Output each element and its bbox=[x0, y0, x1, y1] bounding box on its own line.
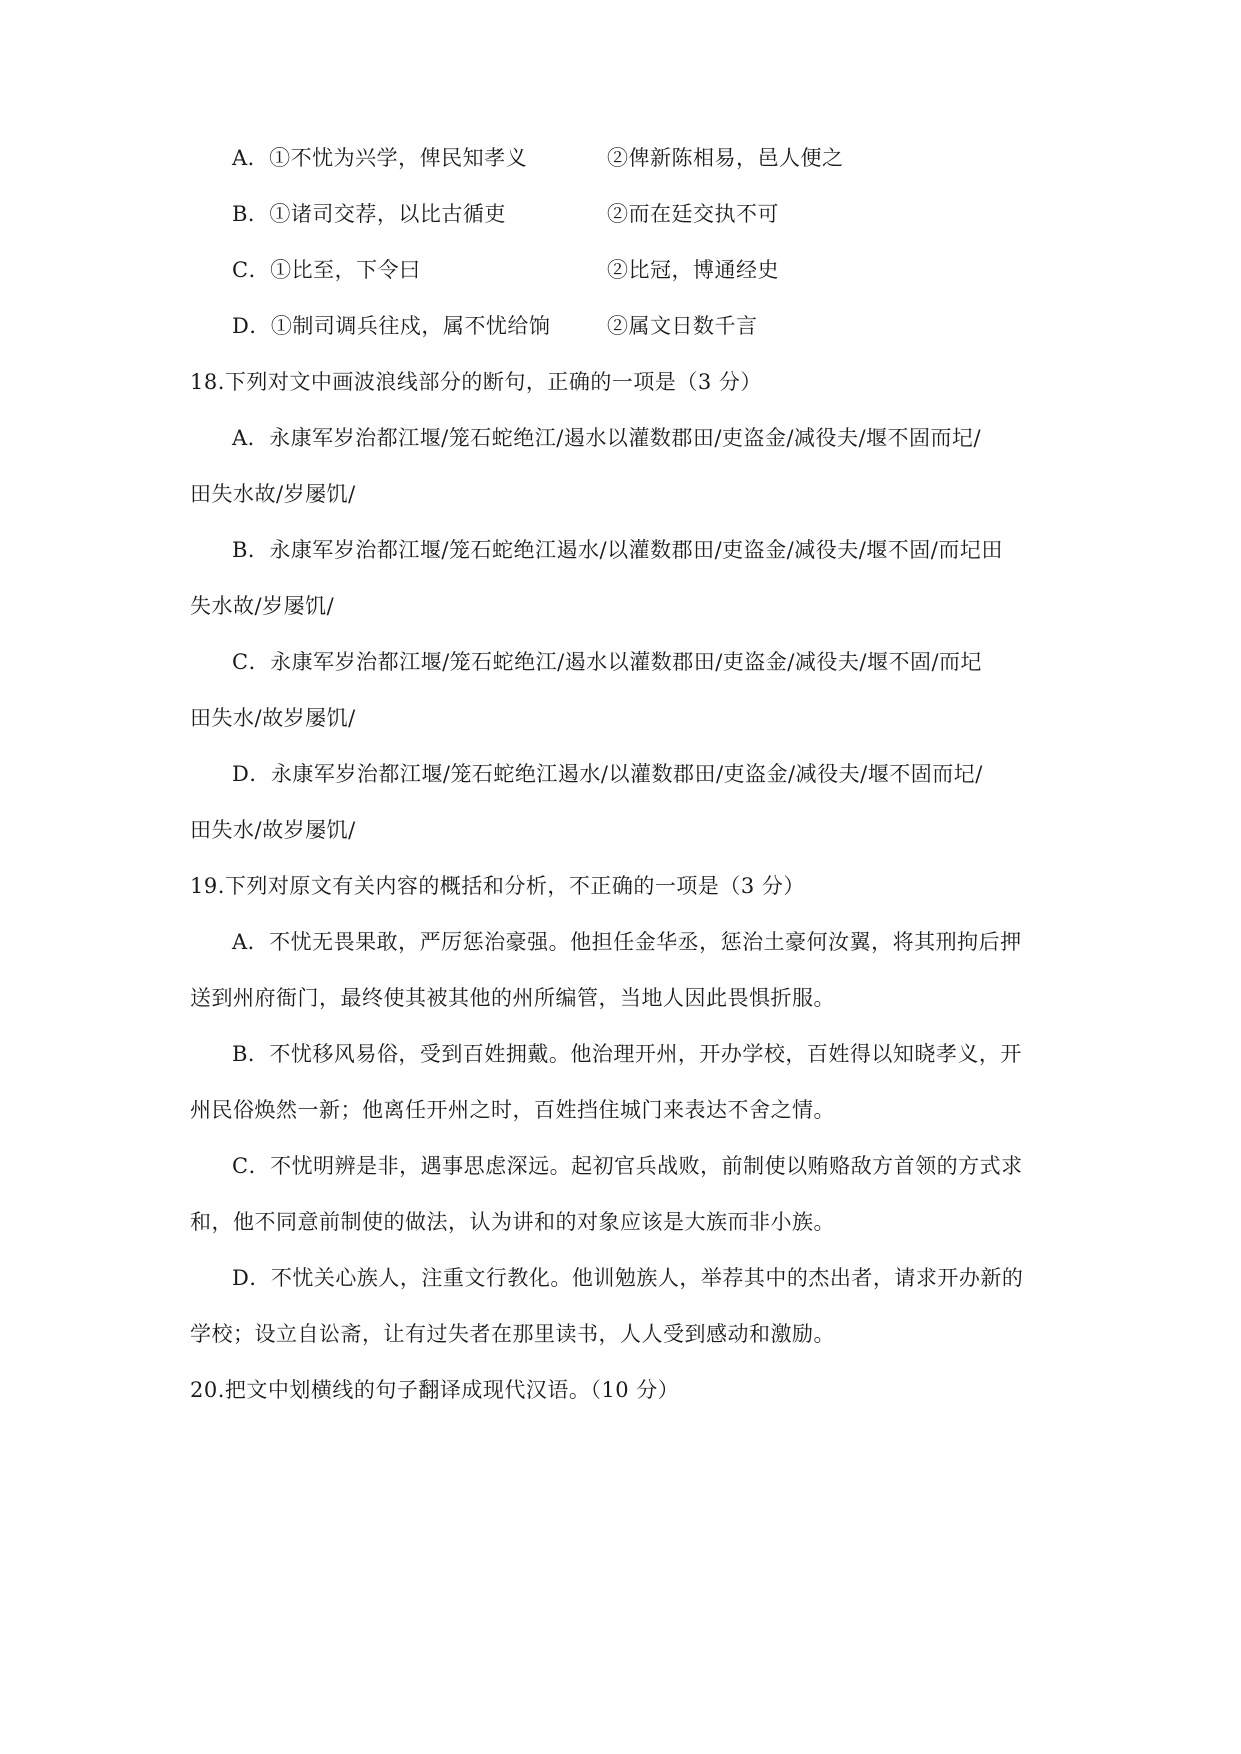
q18-option-b-line1: B．永康军岁治都江堰/笼石蛇绝江遏水/以灌数郡田/吏盗金/减役夫/堰不固/而圮田 bbox=[232, 538, 1003, 562]
q19-question: 19.下列对原文有关内容的概括和分析，不正确的一项是（3 分） bbox=[190, 874, 805, 898]
q18-option-a-line2: 田失水故/岁屡饥/ bbox=[190, 482, 356, 506]
q18-option-d-line2: 田失水/故岁屡饥/ bbox=[190, 818, 356, 842]
q17-option-c-part1: C．①比至，下令曰 bbox=[232, 258, 421, 282]
q19-option-d-line2: 学校；设立自讼斋，让有过失者在那里读书，人人受到感动和激励。 bbox=[190, 1322, 835, 1346]
q18-option-c-line1: C．永康军岁治都江堰/笼石蛇绝江/遏水以灌数郡田/吏盗金/减役夫/堰不固/而圮 bbox=[232, 650, 983, 674]
q17-option-a-part2: ②俾新陈相易，邑人便之 bbox=[607, 146, 844, 170]
q18-option-d-line1: D．永康军岁治都江堰/笼石蛇绝江遏水/以灌数郡田/吏盗金/减役夫/堰不固而圮/ bbox=[232, 762, 983, 786]
q19-option-b-line1: B．不忧移风易俗，受到百姓拥戴。他治理开州，开办学校，百姓得以知晓孝义，开 bbox=[232, 1042, 1022, 1066]
q17-option-b-part2: ②而在廷交执不可 bbox=[607, 202, 779, 226]
q17-option-a-part1: A．①不忧为兴学，俾民知孝义 bbox=[232, 146, 528, 170]
q17-option-d-part2: ②属文日数千言 bbox=[607, 314, 758, 338]
q17-option-c-part2: ②比冠，博通经史 bbox=[607, 258, 779, 282]
q17-option-d-part1: D．①制司调兵往戍，属不忧给饷 bbox=[232, 314, 551, 338]
q20-question: 20.把文中划横线的句子翻译成现代汉语。（10 分） bbox=[190, 1378, 680, 1402]
q18-option-c-line2: 田失水/故岁屡饥/ bbox=[190, 706, 356, 730]
q18-option-b-line2: 失水故/岁屡饥/ bbox=[190, 594, 335, 618]
q18-option-a-line1: A．永康军岁治都江堰/笼石蛇绝江/遏水以灌数郡田/吏盗金/减役夫/堰不固而圮/ bbox=[232, 426, 982, 450]
q17-option-b-part1: B．①诸司交荐，以比古循吏 bbox=[232, 202, 506, 226]
q18-question: 18.下列对文中画波浪线部分的断句，正确的一项是（3 分） bbox=[190, 370, 762, 394]
q19-option-c-line2: 和，他不同意前制使的做法，认为讲和的对象应该是大族而非小族。 bbox=[190, 1210, 835, 1234]
q19-option-c-line1: C．不忧明辨是非，遇事思虑深远。起初官兵战败，前制使以贿赂敌方首领的方式求 bbox=[232, 1154, 1023, 1178]
q19-option-b-line2: 州民俗焕然一新；他离任开州之时，百姓挡住城门来表达不舍之情。 bbox=[190, 1098, 835, 1122]
q19-option-a-line1: A．不忧无畏果敢，严厉惩治豪强。他担任金华丞，惩治土豪何汝翼，将其刑拘后押 bbox=[232, 930, 1022, 954]
q19-option-a-line2: 送到州府衙门，最终使其被其他的州所编管，当地人因此畏惧折服。 bbox=[190, 986, 835, 1010]
q19-option-d-line1: D．不忧关心族人，注重文行教化。他训勉族人，举荐其中的杰出者，请求开办新的 bbox=[232, 1266, 1024, 1290]
